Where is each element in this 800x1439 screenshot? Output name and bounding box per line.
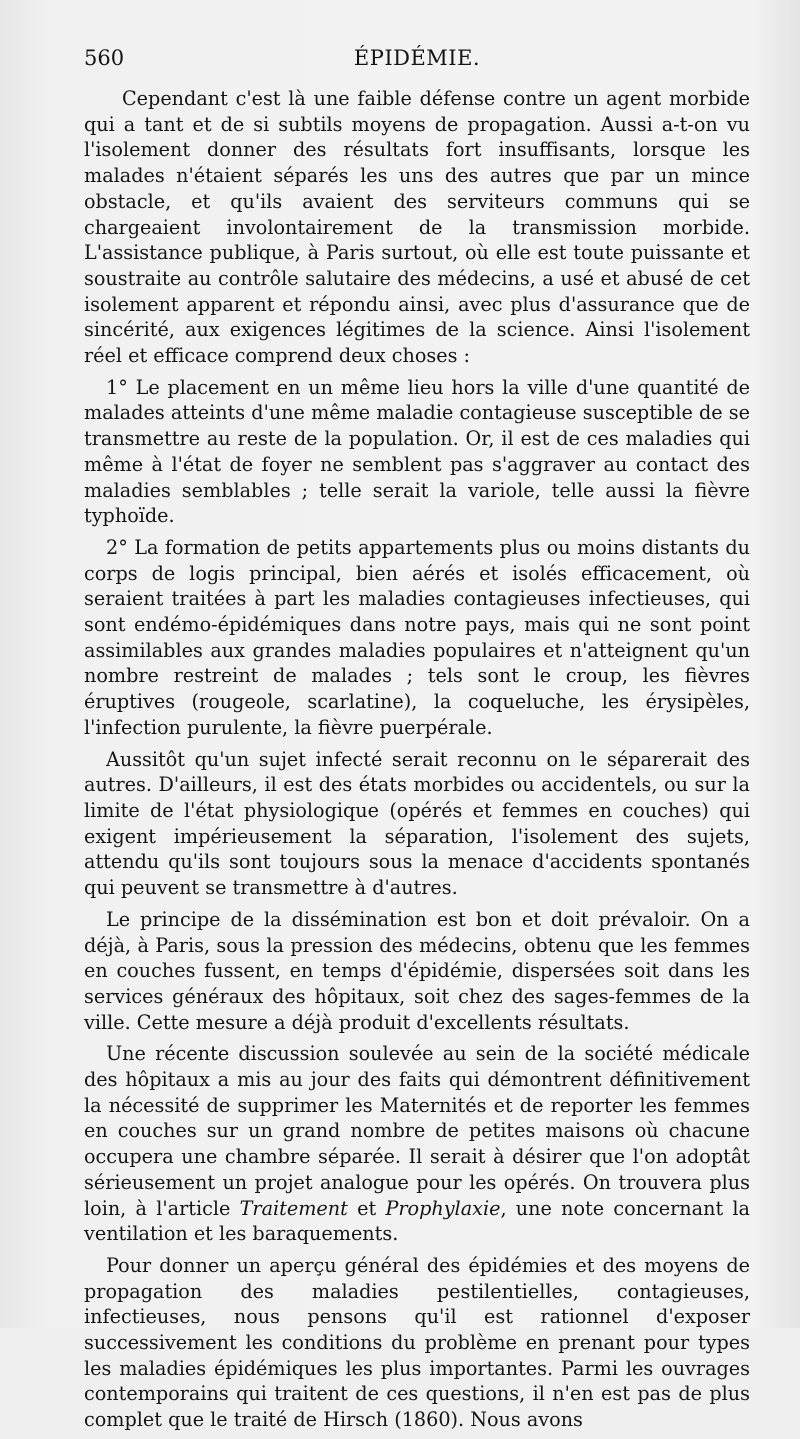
paragraph-point-1: 1° Le placement en un même lieu hors la ville d'une quantité de malades atteints d'une même maladie contagieuse susceptible de se transmettre au reste de la population. Or, il est de ces maladies qui même à l'état de foyer ne semblent pas s'aggraver au contact des maladies semblables ; telle serait la variole, telle aussi la fièvre typhoïde.	[84, 375, 750, 528]
paragraph-discussion	[84, 1041, 750, 1247]
page-number: 560	[84, 46, 125, 70]
body-text	[84, 86, 750, 1439]
paragraph-separation: Aussitôt qu'un sujet infecté serait reconnu on le séparerait des autres. D'ailleurs, il est des états morbides ou accidentels, ou sur la limite de l'état physiologique (opérés et femmes en couches) qui exigent impérieusement la séparation, l'isolement des sujets, attendu qu'ils sont toujours sous la menace d'accidents spontanés qui peuvent se transmettre à d'autres.	[84, 747, 750, 900]
discussion-text-middle: et	[347, 1196, 386, 1220]
page-header	[84, 46, 750, 76]
italic-prophylaxie: Prophylaxie	[385, 1196, 501, 1220]
discussion-text-before: Une récente discussion soulevée au sein de la société médicale des hôpitaux a mis au jour des faits qui démontrent définitivement la nécessité de supprimer les Maternités et de reporter les femmes en couches sur un grand nombre de petites maisons où chacune occupera une chambre séparée. Il serait à désirer que l'on adoptât sérieusement un projet analogue pour les opérés. On trouvera plus loin, à l'article	[84, 1042, 750, 1220]
paragraph-point-2: 2° La formation de petits appartements plus ou moins distants du corps de logis principal, bien aérés et isolés efficacement, où seraient traitées à part les maladies contagieuses infectieuses, qui sont endémo-épidémiques dans notre pays, mais qui ne sont point assimilables aux grandes maladies populaires et n'atteignent qu'un nombre restreint de malades ; tels sont le croup, les fièvres éruptives (rougeole, scarlatine), la coqueluche, les érysipèles, l'infection purulente, la fièvre puerpérale.	[84, 535, 750, 739]
discussion-text-after: , une note concernant la ventilation et les baraquements.	[84, 1196, 750, 1246]
paragraph-dissemination: Le principe de la dissémination est bon et doit prévaloir. On a déjà, à Paris, sous la pression des médecins, obtenu que les femmes en couches fussent, en temps d'épidémie, dispersées soit dans les services généraux des hôpitaux, soit chez des sages-femmes de la ville. Cette mesure a déjà produit d'excellents résultats.	[84, 907, 750, 1034]
paragraph-isolement: Cependant c'est là une faible défense contre un agent morbide qui a tant et de si subtils moyens de propagation. Aussi a-t-on vu l'isolement donner des résultats fort insuffisants, lorsque les malades n'étaient séparés les uns des autres que par un mince obstacle, et qu'ils avaient des serviteurs communs qui se chargeaient involontairement de la transmission morbide. L'assistance publique, à Paris surtout, où elle est toute puissante et soustraite au contrôle salutaire des médecins, a usé et abusé de cet isolement apparent et répondu ainsi, avec plus d'assurance que de sincérité, aux exigences légitimes de la science. Ainsi l'isolement réel et efficace comprend deux choses :	[84, 87, 750, 368]
paragraph-apercu: Pour donner un aperçu général des épidémies et des moyens de propagation des maladies pestilentielles, contagieuses, infectieuses, nous pensons qu'il est rationnel d'exposer successivement les conditions du problème en prenant pour types les maladies épidémiques les plus importantes. Parmi les ouvrages contemporains qui traitent de ces questions, il n'en est pas de plus complet que le traité de Hirsch (1860). Nous avons	[84, 1253, 750, 1432]
running-title: ÉPIDÉMIE.	[353, 46, 481, 70]
italic-traitement: Traitement	[239, 1196, 348, 1220]
